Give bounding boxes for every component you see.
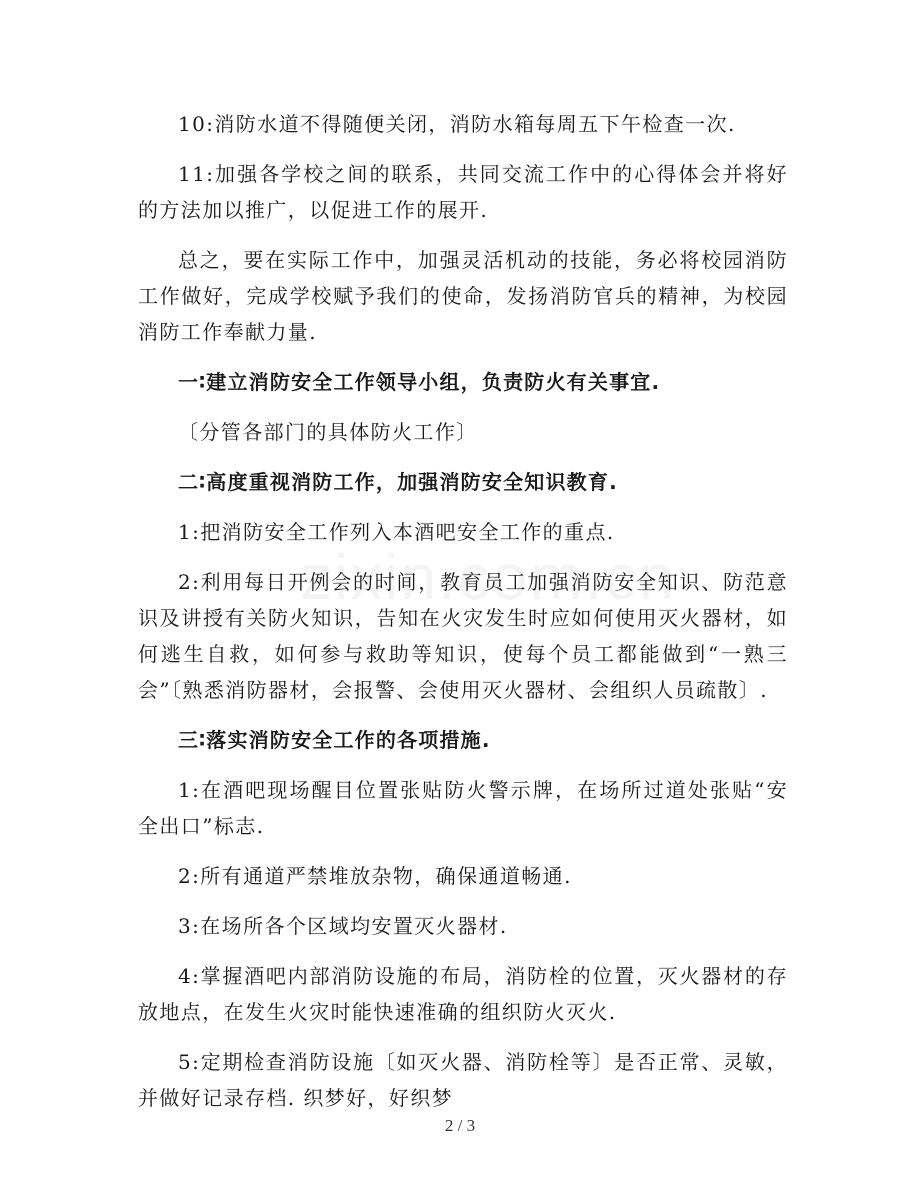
page-number: 2 / 3	[444, 1116, 476, 1135]
section-heading: 三∶落实消防安全工作的各项措施.	[178, 728, 491, 752]
paragraph: 4:掌握酒吧内部消防设施的布局，消防栓的位置，灭火器材的存放地点，在发生火灾时能快速准确的组织防火灭火.	[138, 964, 788, 1024]
section-heading: 一∶建立消防安全工作领导小组，负责防火有关事宜.	[178, 370, 661, 394]
paragraph: 2:利用每日开例会的时间，教育员工加强消防安全知识、防范意识及讲授有关防火知识，告知在火灾发生时应如何使用灭火器材，如何逃生自救，如何参与救助等知识，使每个员工都能做到“一熟三会”〔熟悉消防器材，会报警、会使用灭火器材、会组织人员疏散〕.	[138, 570, 788, 702]
section-heading: 二∶高度重视消防工作，加强消防安全知识教育.	[178, 470, 618, 494]
paragraph: 3:在场所各个区域均安置灭火器材.	[178, 914, 508, 938]
paragraph: 5:定期检查消防设施〔如灭火器、消防栓等〕是否正常、灵敏，并做好记录存档. 织梦好，好织梦	[138, 1050, 788, 1110]
paragraph: 2:所有通道严禁堆放杂物，确保通道畅通.	[178, 864, 572, 888]
document-body	[138, 106, 788, 1130]
paragraph: 总之，要在实际工作中，加强灵活机动的技能，务必将校园消防工作做好，完成学校赋予我们的使命，发扬消防官兵的精神，为校园消防工作奉献力量.	[138, 248, 788, 344]
paragraph: 1:在酒吧现场醒目位置张贴防火警示牌，在场所过道处张贴“安全出口”标志.	[138, 778, 788, 838]
paragraph: 11:加强各学校之间的联系，共同交流工作中的心得体会并将好的方法加以推广，以促进工作的展开.	[138, 162, 788, 222]
paragraph: 1:把消防安全工作列入本酒吧安全工作的重点.	[178, 520, 615, 544]
paragraph: 〔分管各部门的具体防火工作〕	[178, 420, 478, 444]
paragraph: 10:消防水道不得随便关闭，消防水箱每周五下午检查一次.	[178, 112, 736, 136]
